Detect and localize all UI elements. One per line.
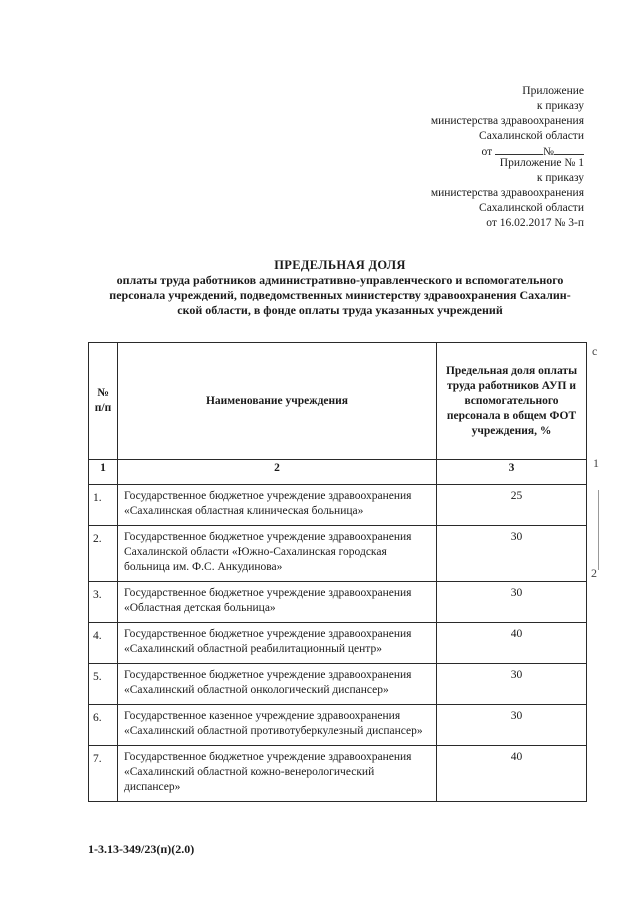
header-share: Предельная доля оплаты труда работников АУП и вспомогательного персонала в общем ФОТ учреждения, % [437, 343, 587, 460]
annex-region: Сахалинской области [479, 130, 584, 142]
scan-edge-line [598, 490, 599, 570]
row-num: 1. [89, 485, 118, 526]
row-num: 3. [89, 582, 118, 623]
row-value: 30 [437, 664, 587, 705]
header-name: Наименование учреждения [118, 343, 437, 460]
annex-header-draft [324, 84, 584, 160]
row-name: Государственное бюджетное учреждение здравоохранения «Сахалинский областной онкологический диспансер» [118, 664, 437, 705]
row-num: 5. [89, 664, 118, 705]
row-value: 30 [437, 705, 587, 746]
column-number: 3 [437, 460, 587, 485]
annex-number-label: № [543, 146, 554, 158]
table-row [89, 746, 587, 802]
table-row [89, 664, 587, 705]
date-blank [495, 144, 543, 155]
margin-mark: 1 [593, 456, 599, 470]
table-row [89, 705, 587, 746]
row-value: 40 [437, 623, 587, 664]
share-table [88, 342, 587, 802]
annex-order-label: к приказу [536, 172, 584, 184]
table-row [89, 623, 587, 664]
title-main: ПРЕДЕЛЬНАЯ ДОЛЯ [274, 258, 406, 272]
annex-order-label: к приказу [536, 100, 584, 112]
annex-ministry: министерства здравоохранения [430, 187, 584, 199]
column-number: 1 [89, 460, 118, 485]
header-num: № п/п [89, 343, 118, 460]
table-row [89, 526, 587, 582]
row-num: 6. [89, 705, 118, 746]
row-value: 30 [437, 526, 587, 582]
row-num: 2. [89, 526, 118, 582]
table-row [89, 485, 587, 526]
document-code: 1-3.13-349/23(п)(2.0) [88, 842, 195, 856]
document-title [90, 258, 590, 318]
row-name: Государственное казенное учреждение здравоохранения «Сахалинский областной противотуберкулезный диспансер» [118, 705, 437, 746]
column-number: 2 [118, 460, 437, 485]
row-name: Государственное бюджетное учреждение здравоохранения Сахалинской области «Южно-Сахалинская городская больница им. Ф.С. Анкудинова» [118, 526, 437, 582]
title-line: ской области, в фонде оплаты труда указанных учреждений [177, 303, 503, 317]
annex-header-original [324, 156, 584, 231]
annex-region: Сахалинской области [479, 202, 584, 214]
row-name: Государственное бюджетное учреждение здравоохранения «Областная детская больница» [118, 582, 437, 623]
column-number-row [89, 460, 587, 485]
annex-date-number: от 16.02.2017 № 3-п [486, 217, 584, 229]
annex-title: Приложение № 1 [499, 157, 584, 169]
number-blank [554, 144, 584, 155]
row-name: Государственное бюджетное учреждение здравоохранения «Сахалинский областной кожно-венерологический диспансер» [118, 746, 437, 802]
annex-ministry: министерства здравоохранения [430, 115, 584, 127]
row-value: 25 [437, 485, 587, 526]
margin-mark: 2 [591, 566, 597, 580]
row-name: Государственное бюджетное учреждение здравоохранения «Сахалинская областная клиническая больница» [118, 485, 437, 526]
row-num: 4. [89, 623, 118, 664]
row-name: Государственное бюджетное учреждение здравоохранения «Сахалинский областной реабилитационный центр» [118, 623, 437, 664]
title-line: оплаты труда работников административно-управленческого и вспомогательного [116, 273, 564, 287]
title-line: персонала учреждений, подведомственных министерству здравоохранения Сахалин- [109, 288, 571, 302]
margin-mark: с [592, 344, 598, 358]
annex-from-label: от [481, 146, 493, 158]
row-value: 40 [437, 746, 587, 802]
row-num: 7. [89, 746, 118, 802]
annex-title: Приложение [522, 85, 584, 97]
table-row [89, 582, 587, 623]
table-header-row [89, 343, 587, 460]
row-value: 30 [437, 582, 587, 623]
